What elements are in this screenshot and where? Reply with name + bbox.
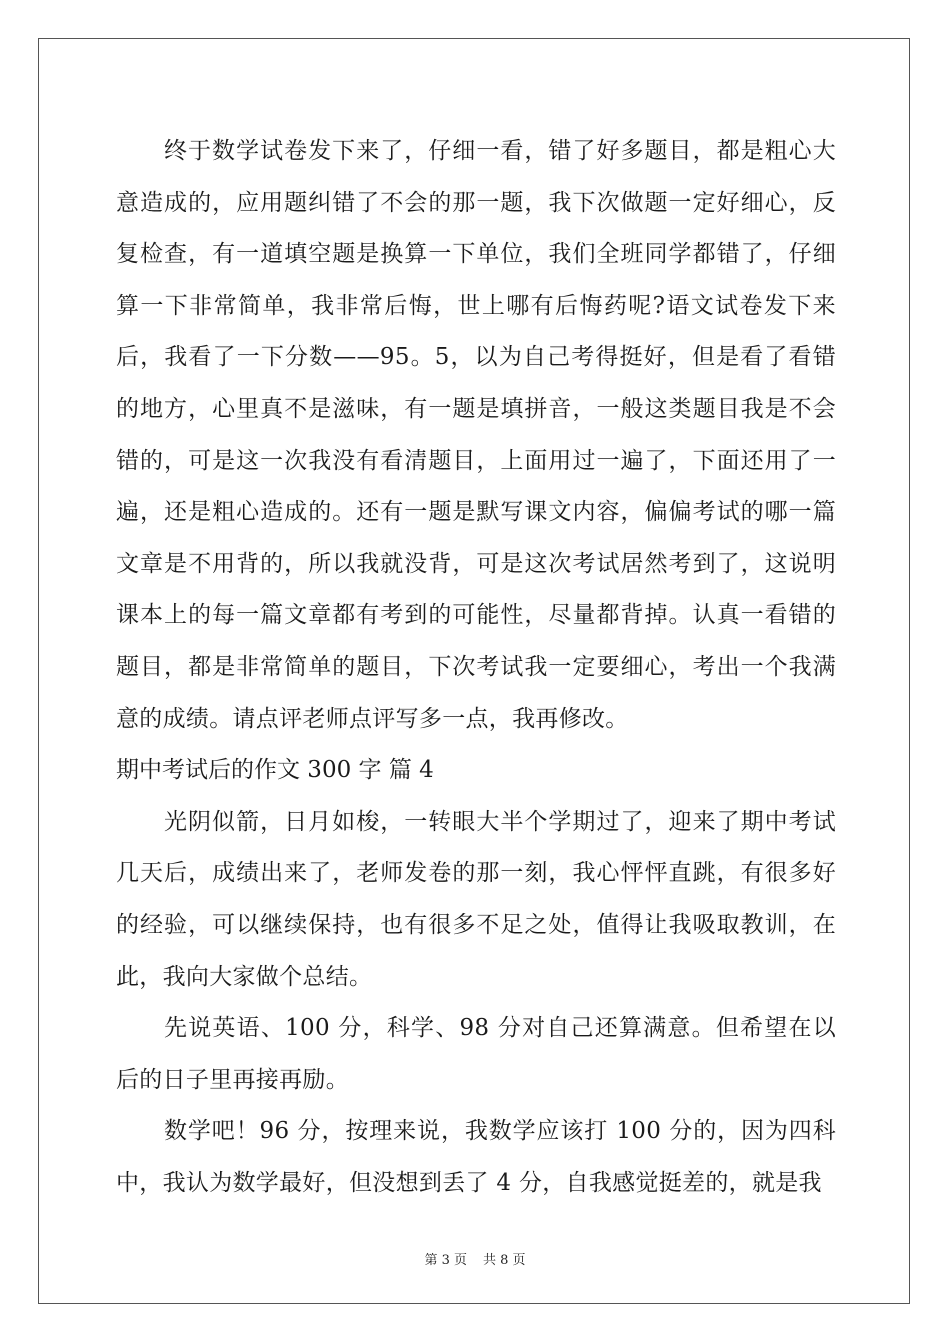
page-total: 共 8 页	[483, 1253, 526, 1268]
paragraph-intro: 光阴似箭，日月如梭，一转眼大半个学期过了，迎来了期中考试几天后，成绩出来了，老师发卷的那一刻，我心怦怦直跳，有很多好的经验，可以继续保持，也有很多不足之处，值得让我吸取教训，在此，我向大家做个总结。	[116, 808, 836, 990]
paragraph-math: 数学吧！96 分，按理来说，我数学应该打 100 分的，因为四科中，我认为数学最好，但没想到丢了 4 分，自我感觉挺差的，就是我	[116, 1118, 836, 1196]
section-heading: 期中考试后的作文 300 字 篇 4	[116, 757, 434, 784]
paragraph-exam-reflection: 终于数学试卷发下来了，仔细一看，错了好多题目，都是粗心大意造成的，应用题纠错了不会的那一题，我下次做题一定好细心，反复检查，有一道填空题是换算一下单位，我们全班同学都错了，仔细算一下非常简单，我非常后悔，世上哪有后悔药呢?语文试卷发下来后，我看了一下分数——95。5，以为自己考得挺好，但是看了看错的地方，心里真不是滋味，有一题是填拼音，一般这类题目我是不会错的，可是这一次我没有看清题目，上面用过一遍了，下面还用了一遍，还是粗心造成的。还有一题是默写课文内容，偏偏考试的哪一篇文章是不用背的，所以我就没背，可是这次考试居然考到了，这说明课本上的每一篇文章都有考到的可能性，尽量都背掉。认真一看错的题目，都是非常简单的题目，下次考试我一定要细心，考出一个我满意的成绩。请点评老师点评写多一点，我再修改。	[116, 138, 836, 732]
document-body	[116, 126, 836, 1209]
paragraph-english-science: 先说英语、100 分，科学、98 分对自己还算满意。但希望在以后的日子里再接再励。	[116, 1015, 836, 1093]
page-number: 第 3 页	[424, 1253, 467, 1268]
page-footer	[0, 1249, 950, 1268]
